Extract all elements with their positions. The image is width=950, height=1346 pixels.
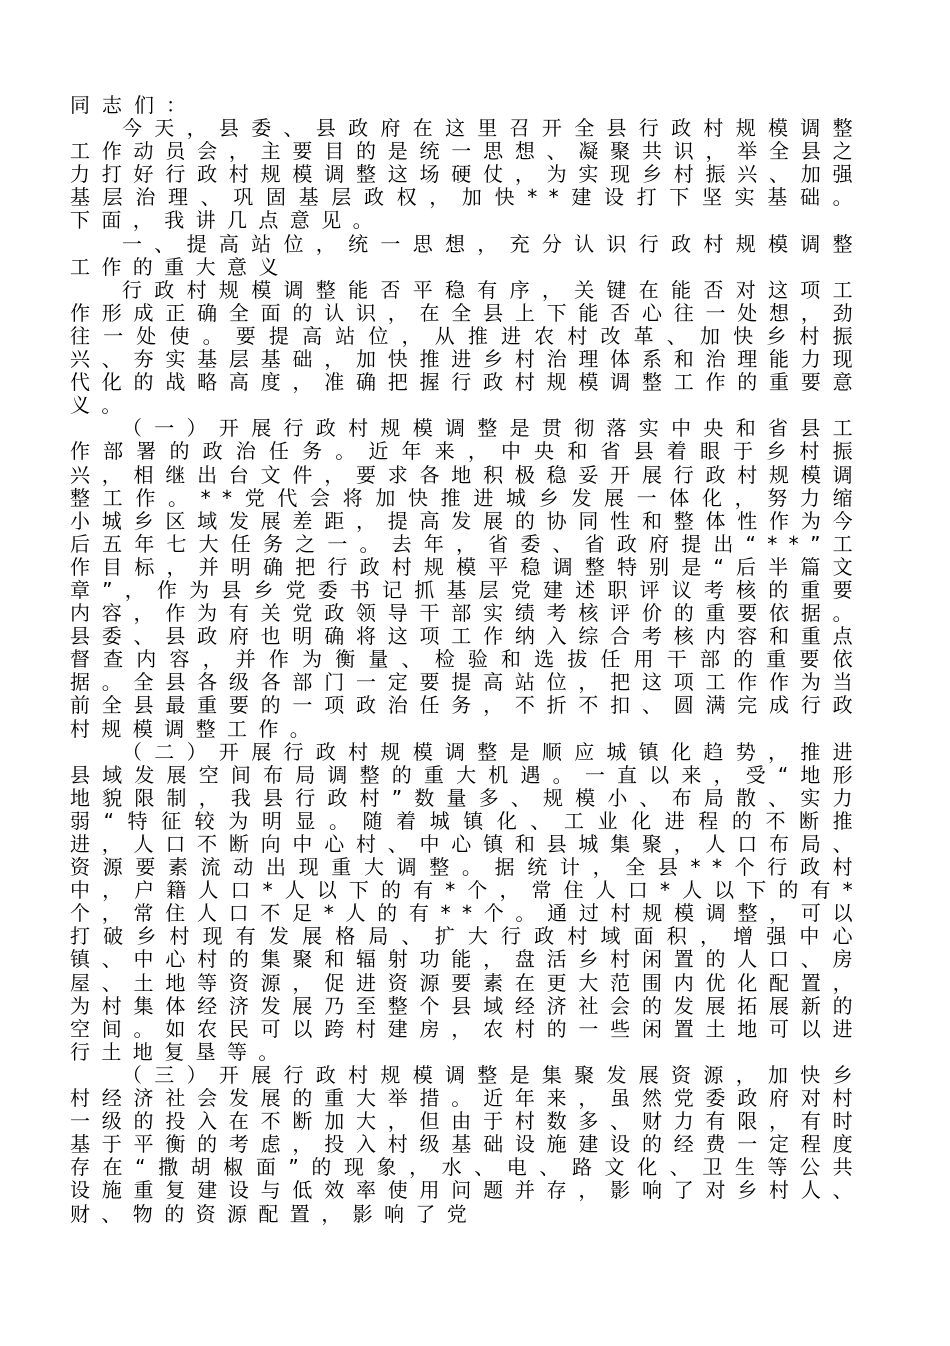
section-heading-1: 一、提高站位，统一思想，充分认识行政村规模调整工作的重大意义	[70, 231, 864, 279]
greeting: 同志们：	[70, 93, 198, 117]
paragraph-point-2: （二）开展行政村规模调整是顺应城镇化趋势，推进县域发展空间布局调整的重大机遇。一直以来，受“地形地貌限制，我县行政村”数量多、规模小、布局散、实力弱“特征较为明显。随着城镇化、工业化进程的不断推进，人口不断向中心村、中心镇和县城集聚，人口布局、资源要素流动出现重大调整。据统计，全县**个行政村中，户籍人口*人以下的有*个，常住人口*人以下的有*个，常住人口不足*人的有**个。通过村规模调整，可以打破乡村现有发展格局、扩大行政村域面积，增强中心镇、中心村的集聚和辐射功能，盘活乡村闲置的人口、房屋、土地等资源，促进资源要素在更大范围内优化配置，为村集体经济发展乃至整个县域经济社会的发展拓展新的空间。如农民可以跨村建房，农村的一些闲置土地可以进行土地复垦等。	[70, 739, 864, 1064]
paragraph-point-3: （三）开展行政村规模调整是集聚发展资源，加快乡村经济社会发展的重大举措。近年来，虽然党委政府对村一级的投入在不断加大，但由于村数多、财力有限，有时基于平衡的考虑，投入村级基础设施建设的经费一定程度存在“撒胡椒面”的现象，水、电、路文化、卫生等公共设施重复建设与低效率使用问题并存，影响了对乡村人、财、物的资源配置，影响了党	[70, 1062, 864, 1226]
paragraph-point-1: （一）开展行政村规模调整是贯彻落实中央和省县工作部署的政治任务。近年来，中央和省县着眼于乡村振兴，相继出台文件，要求各地积极稳妥开展行政村规模调整工作。**党代会将加快推进城乡发展一体化，努力缩小城乡区域发展差距，提高发展的协同性和整体性作为今后五年七大任务之一。去年，省委、省政府提出“**”工作目标，并明确把行政村规模平稳调整特别是“后半篇文章”，作为县乡党委书记抓基层党建述职评议考核的重要内容，作为有关党政领导干部实绩考核评价的重要依据。县委、县政府也明确将这项工作纳入综合考核内容和重点督查内容，并作为衡量、检验和选拔任用干部的重要依据。全县各级各部门一定要提高站位，把这项工作作为当前全县最重要的一项政治任务，不折不扣、圆满完成行政村规模调整工作。	[70, 416, 864, 741]
document-page	[70, 94, 864, 1226]
paragraph-section-1: 行政村规模调整能否平稳有序，关键在能否对这项工作形成正确全面的认识，在全县上下能否心往一处想，劲往一处使。要提高站位，从推进农村改革、加快乡村振兴、夯实基层基础，加快推进乡村治理体系和治理能力现代化的战略高度，准确把握行政村规模调整工作的重要意义。	[70, 277, 864, 418]
paragraph-intro: 今天，县委、县政府在这里召开全县行政村规模调整工作动员会，主要目的是统一思想、凝聚共识，举全县之力打好行政村规模调整这场硬仗，为实现乡村振兴、加强基层治理、巩固基层政权，加快**建设打下坚实基础。下面，我讲几点意见。	[70, 116, 864, 233]
